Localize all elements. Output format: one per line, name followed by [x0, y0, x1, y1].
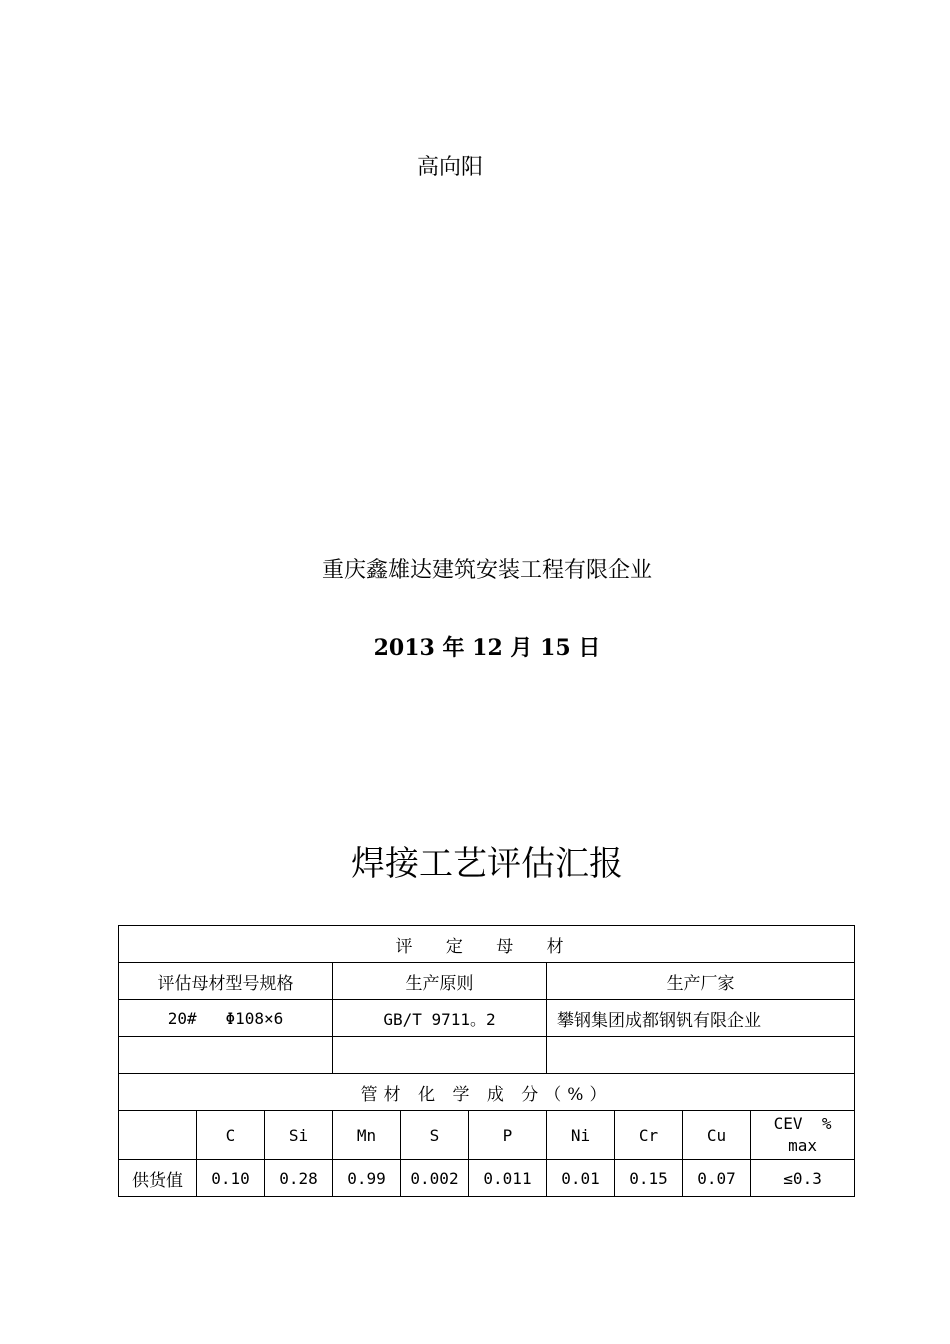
chem-value-cr: 0.15: [615, 1160, 683, 1197]
header-material-spec: 评估母材型号规格: [119, 963, 333, 1000]
chem-value-ni: 0.01: [547, 1160, 615, 1197]
chem-value-s: 0.002: [401, 1160, 469, 1197]
cell-material-spec: 20# Φ108×6: [119, 1000, 333, 1037]
chem-header-s: S: [401, 1111, 469, 1160]
cev-header-line1: CEV %: [773, 1114, 832, 1133]
chem-header-mn: Mn: [333, 1111, 401, 1160]
section-title-base-material: 评 定 母 材: [119, 926, 855, 963]
report-date: 2013 年 12 月 15 日: [373, 635, 601, 661]
header-manufacturer: 生产厂家: [547, 963, 855, 1000]
chem-row-label: 供货值: [119, 1160, 197, 1197]
chem-value-cev: ≤0.3: [751, 1160, 855, 1197]
person-name: 高向阳: [416, 155, 483, 180]
header-standard: 生产原则: [333, 963, 547, 1000]
chem-value-c: 0.10: [197, 1160, 265, 1197]
chem-value-cu: 0.07: [683, 1160, 751, 1197]
section-title-chemistry: 管材 化 学 成 分（%）: [119, 1074, 855, 1111]
cell-manufacturer: 攀钢集团成都钢钒有限企业: [547, 1000, 855, 1037]
cell-empty-standard: [333, 1037, 547, 1074]
chem-header-blank: [119, 1111, 197, 1160]
report-title: 焊接工艺评估汇报: [351, 844, 623, 884]
chem-header-cu: Cu: [683, 1111, 751, 1160]
cev-header-line2: max: [788, 1136, 818, 1155]
chem-header-cr: Cr: [615, 1111, 683, 1160]
cell-empty-spec: [119, 1037, 333, 1074]
cell-empty-manufacturer: [547, 1037, 855, 1074]
welding-report-table: [118, 925, 855, 1197]
company-name: 重庆鑫雄达建筑安装工程有限企业: [321, 558, 652, 583]
chem-value-si: 0.28: [265, 1160, 333, 1197]
chem-header-c: C: [197, 1111, 265, 1160]
chem-header-ni: Ni: [547, 1111, 615, 1160]
chem-value-mn: 0.99: [333, 1160, 401, 1197]
chem-header-p: P: [469, 1111, 547, 1160]
cell-standard: GB/T 9711。2: [333, 1000, 547, 1037]
chem-header-cev: [751, 1111, 855, 1160]
chem-header-si: Si: [265, 1111, 333, 1160]
chem-value-p: 0.011: [469, 1160, 547, 1197]
